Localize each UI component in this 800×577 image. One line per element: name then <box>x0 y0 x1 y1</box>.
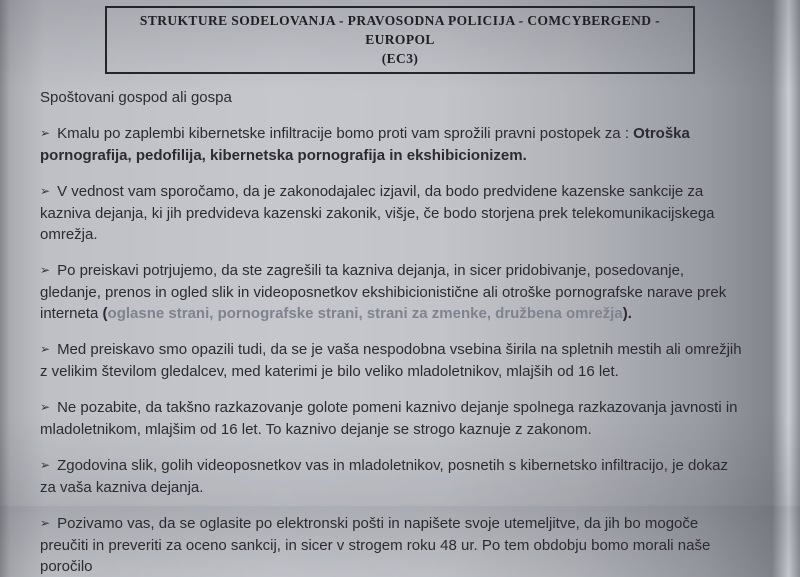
salutation: Spoštovani gospod ali gospa <box>40 89 232 106</box>
paragraph-text: Pozivamo vas, da se oglasite po elektronski pošti in napišete svoje utemeljitve, da jih bo mogoče preučiti in preveriti za oceno sankcij, in sicer v strogem roku 48 ur. Po tem obdobju bomo morali naše poročilo <box>40 515 711 575</box>
paragraph-spread <box>40 339 745 382</box>
arrowhead-bullet-icon: ➢ <box>40 458 51 472</box>
paren-open: ( <box>102 305 108 322</box>
arrowhead-bullet-icon: ➢ <box>40 342 51 356</box>
paragraph-sanctions <box>40 181 745 245</box>
paragraph-evidence <box>40 455 745 498</box>
site-types-muted-text: oglasne strani, pornografske strani, strani za zmenke, družbena omrežja <box>107 305 623 322</box>
paragraph-legal-action <box>40 123 745 166</box>
scanned-letter-page <box>0 6 800 575</box>
letter-header-box <box>105 6 695 74</box>
paragraph-text: Ne pozabite, da takšno razkazovanje golote pomeni kaznivo dejanje spolnega razkazovanja javnosti in mladoletnikom, mlajšim od 16 let. To kaznivo dejanje se strogo kaznuje z zakonom. <box>40 399 738 438</box>
paragraph-text: Po preiskavi potrjujemo, da ste zagrešili ta kazniva dejanja, in sicer pridobivanje, posedovanje, gledanje, prenos in ogled slik in videoposnetkov ekshibicionistične ali otroške pornografske narave prek interneta <box>40 262 727 322</box>
paragraph-text: Zgodovina slik, golih videoposnetkov vas in mladoletnikov, posnetih s kibernetsko infiltracijo, je dokaz za vaša kazniva dejanja. <box>40 457 728 496</box>
arrowhead-bullet-icon: ➢ <box>40 400 51 414</box>
arrowhead-bullet-icon: ➢ <box>40 263 51 277</box>
arrowhead-bullet-icon: ➢ <box>40 516 51 530</box>
header-title-line2: (EC3) <box>381 51 419 66</box>
charges-bold-text: Otroška pornografija, pedofilija, kibernetska pornografija in ekshibicionizem. <box>40 125 690 164</box>
header-title-line1: STRUKTURE SODELOVANJA - PRAVOSODNA POLICIJA - COMCYBERGEND - EUROPOL <box>139 13 661 47</box>
arrowhead-bullet-icon: ➢ <box>40 126 51 140</box>
paragraph-text: Kmalu po zaplembi kibernetske infiltracije bomo proti vam sprožili pravni postopek za : <box>57 125 634 142</box>
paragraph-text: V vednost vam sporočamo, da je zakonodajalec izjavil, da bodo predvidene kazenske sankcije za kazniva dejanja, ki jih predvideva kazenski zakonik, višje, če bodo storjena prek telekomunikacijskega omrežja. <box>40 183 715 243</box>
paragraph-deadline <box>40 513 745 577</box>
paren-close: ). <box>622 305 632 322</box>
arrowhead-bullet-icon: ➢ <box>40 184 51 198</box>
paragraph-warning <box>40 397 745 440</box>
letter-body <box>0 87 800 577</box>
paragraph-text: Med preiskavo smo opazili tudi, da se je vaša nespodobna vsebina širila na spletnih mestih ali omrežjih z velikim številom gledalcev, med katerimi je bilo veliko mladoletnikov, mlajših od 16 let. <box>40 341 742 380</box>
paragraph-investigation <box>40 260 745 324</box>
